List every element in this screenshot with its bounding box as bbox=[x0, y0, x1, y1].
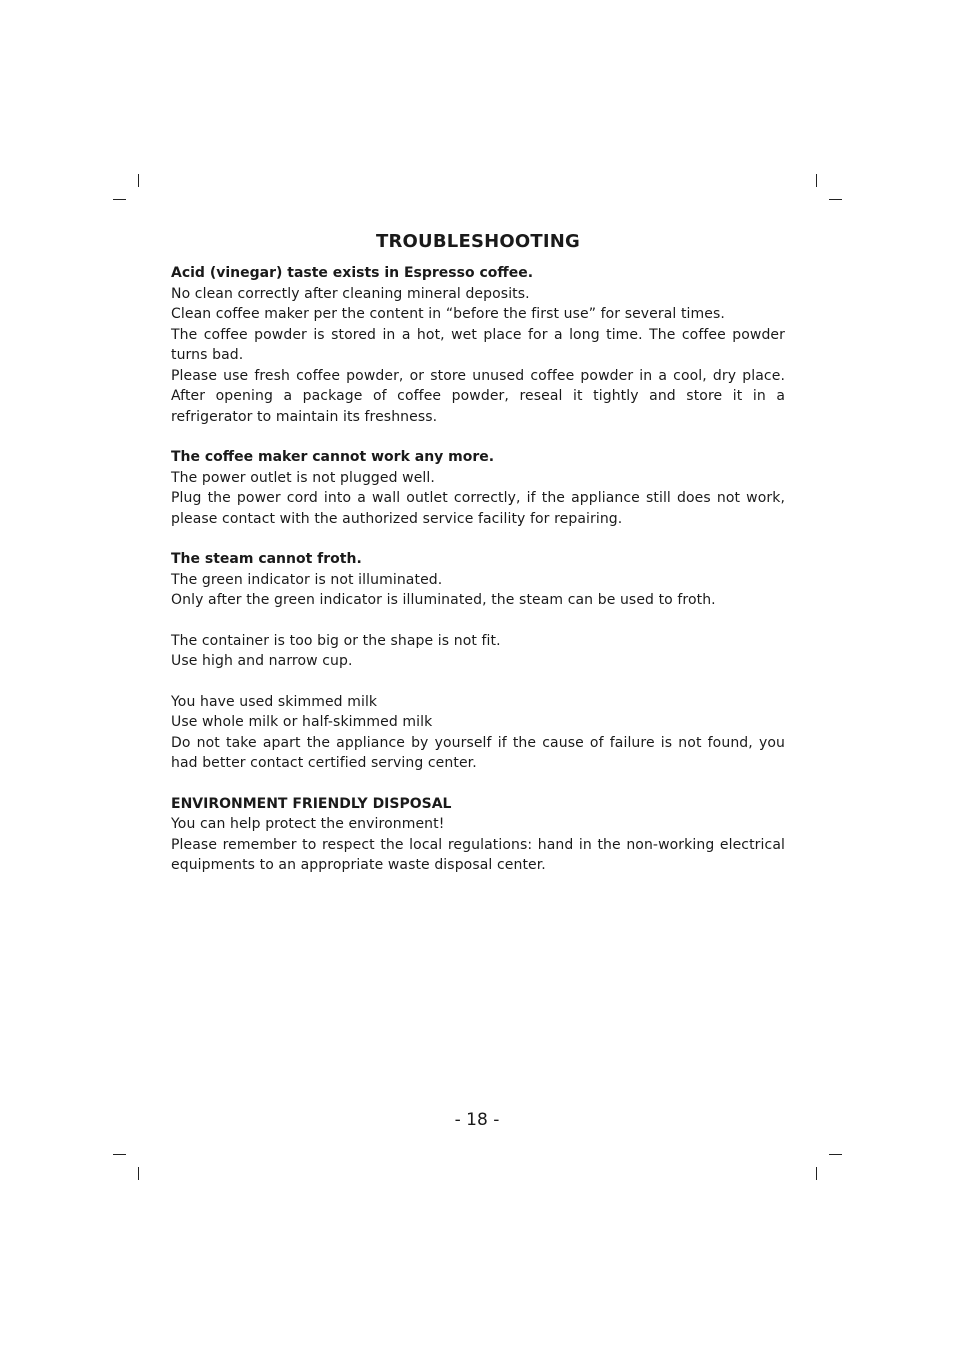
crop-mark-bottom-left-vertical bbox=[138, 1167, 139, 1180]
section-paragraph: Use whole milk or half-skimmed milk bbox=[171, 714, 433, 730]
section-heading: The steam cannot froth. bbox=[171, 551, 362, 567]
crop-mark-bottom-right-vertical bbox=[816, 1167, 817, 1180]
section-milk bbox=[171, 692, 785, 774]
crop-mark-top-right-horizontal bbox=[829, 199, 842, 200]
section-cannot-work bbox=[171, 447, 785, 529]
section-heading: ENVIRONMENT FRIENDLY DISPOSAL bbox=[171, 795, 452, 812]
page-title: TROUBLESHOOTING bbox=[376, 231, 580, 252]
section-heading: The coffee maker cannot work any more. bbox=[171, 449, 495, 465]
section-paragraph: Please remember to respect the local regulations: hand in the non-working electrical equipments to an appropriate waste disposal center. bbox=[171, 836, 785, 873]
crop-mark-top-left-horizontal bbox=[113, 199, 126, 200]
section-paragraph: The coffee powder is stored in a hot, wet place for a long time. The coffee powder turns bad. bbox=[171, 326, 785, 363]
section-paragraph: You can help protect the environment! bbox=[171, 816, 445, 832]
section-steam-froth bbox=[171, 549, 785, 611]
section-paragraph: You have used skimmed milk bbox=[171, 693, 378, 710]
crop-mark-top-right-vertical bbox=[816, 174, 817, 187]
section-paragraph: The container is too big or the shape is not fit. bbox=[171, 632, 501, 649]
crop-mark-bottom-left-horizontal bbox=[113, 1154, 126, 1155]
section-paragraph: Please use fresh coffee powder, or store unused coffee powder in a cool, dry place. After opening a package of coffee powder, reseal it tightly and store it in a refrigerator to maintain its freshness. bbox=[171, 367, 785, 425]
page-number: - 18 - bbox=[454, 1110, 500, 1130]
section-paragraph: The green indicator is not illuminated. bbox=[171, 571, 443, 588]
section-paragraph: The power outlet is not plugged well. bbox=[171, 469, 435, 486]
section-paragraph: Clean coffee maker per the content in “before the first use” for several times. bbox=[171, 306, 725, 322]
section-container bbox=[171, 631, 785, 672]
section-paragraph: No clean correctly after cleaning mineral deposits. bbox=[171, 285, 530, 302]
section-disposal bbox=[171, 794, 785, 876]
section-paragraph: Plug the power cord into a wall outlet correctly, if the appliance still does not work, please contact with the authorized service facility for repairing. bbox=[171, 490, 785, 527]
crop-mark-bottom-right-horizontal bbox=[829, 1154, 842, 1155]
section-heading: Acid (vinegar) taste exists in Espresso coffee. bbox=[171, 265, 534, 281]
section-paragraph: Use high and narrow cup. bbox=[171, 653, 353, 669]
crop-mark-top-left-vertical bbox=[138, 174, 139, 187]
section-acid-taste bbox=[171, 263, 785, 427]
section-paragraph: Only after the green indicator is illuminated, the steam can be used to froth. bbox=[171, 592, 716, 608]
document-body bbox=[171, 228, 785, 896]
section-paragraph: Do not take apart the appliance by yourself if the cause of failure is not found, you had better contact certified serving center. bbox=[171, 734, 785, 771]
